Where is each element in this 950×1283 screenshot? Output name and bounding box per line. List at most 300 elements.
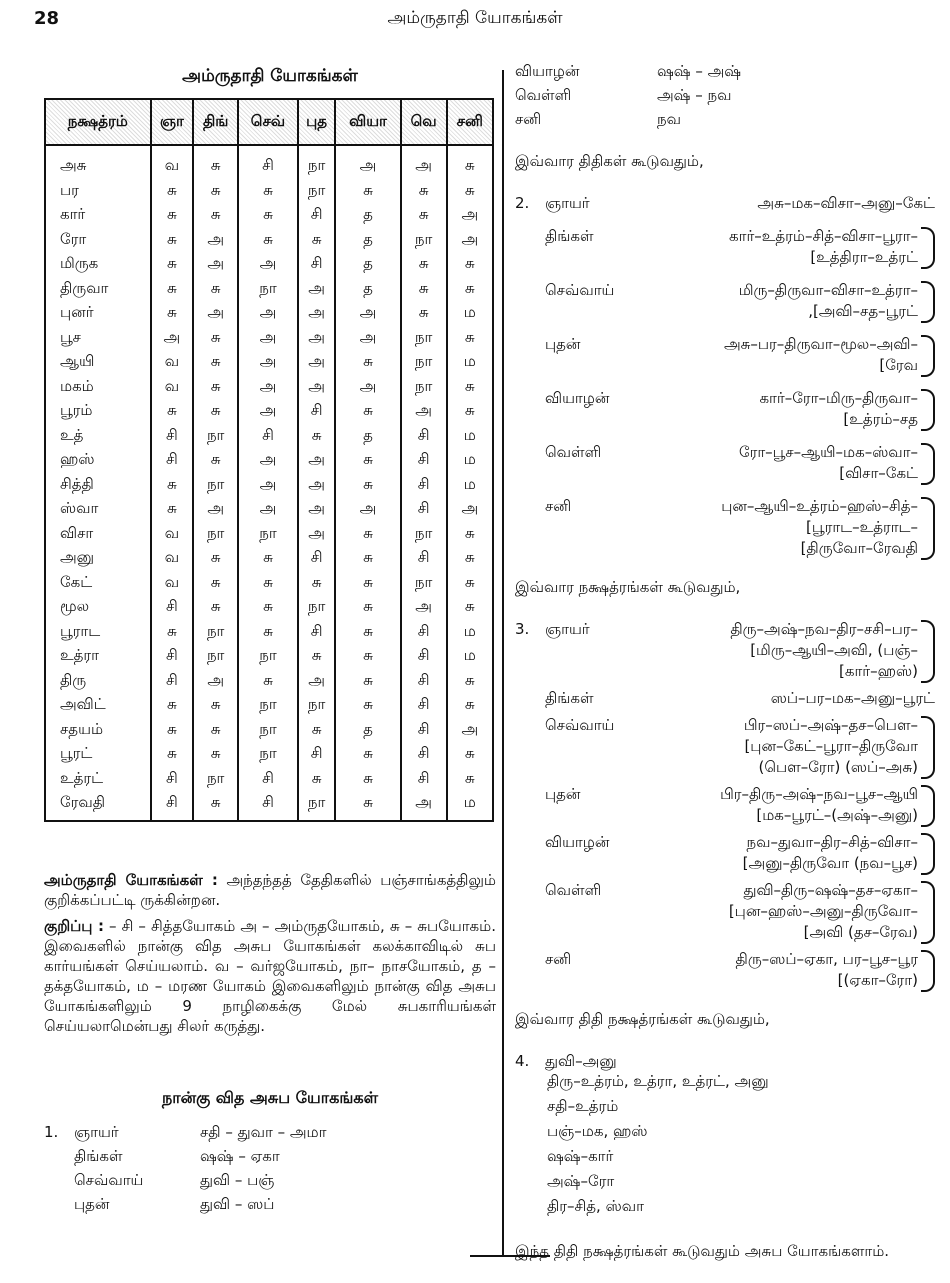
yoga-cell: சு (151, 742, 194, 767)
table-row (45, 350, 493, 375)
yoga-cell: சு (238, 571, 298, 596)
yoga-cell: சு (151, 620, 194, 645)
yoga-cell: சி (238, 424, 298, 449)
yoga-cell: சு (447, 767, 493, 792)
day-label: சனி (545, 497, 572, 515)
yoga-cell: அ (238, 399, 298, 424)
nakshatra-cell: உத் (45, 424, 151, 449)
day-label: வியாழன் (545, 833, 610, 851)
yoga-cell: அ (193, 497, 238, 522)
entry-line: [அவி (தச–ரேவ) (803, 923, 918, 941)
yoga-cell: சு (401, 179, 447, 204)
entry-values (657, 227, 935, 269)
yoga-cell: அ (238, 252, 298, 277)
yoga-cell: ம (447, 644, 493, 669)
yoga-cell: சு (335, 448, 400, 473)
yoga-cell: சு (447, 595, 493, 620)
table-row (45, 424, 493, 449)
nakshatra-cell: பர (45, 179, 151, 204)
yoga-cell: சு (238, 546, 298, 571)
table-row (45, 375, 493, 400)
nakshatra-cell: புனர் (45, 301, 151, 326)
day-label: வியாழன் (545, 389, 610, 407)
brace-mark (921, 281, 935, 323)
running-head: அம்ருதாதி யோகங்கள் (387, 8, 563, 28)
yoga-cell: சு (193, 277, 238, 302)
note-1-label: அம்ருதாதி யோகங்கள் : (44, 870, 218, 889)
table-row (45, 791, 493, 821)
yoga-cell: சு (447, 546, 493, 571)
entry-line: [உத்ரம்–சத (843, 410, 918, 428)
list-item: துவி–அனு (545, 1052, 617, 1070)
day-label: புதன் (74, 1194, 110, 1213)
entry-values (657, 833, 935, 875)
entry-line: துவி–திரு–ஷஷ்–தச–ஏகா– (743, 881, 918, 899)
section-number: 1. (44, 1122, 59, 1141)
day-label: வியாழன் (515, 62, 580, 80)
list-item: திர–சித், ஸ்வா (547, 1197, 644, 1215)
section-4 (515, 1052, 935, 1222)
yoga-cell: சு (447, 669, 493, 694)
yoga-cell: சு (401, 252, 447, 277)
entry-line: [அனு–திருவோ (நவ–பூச) (742, 854, 918, 872)
entry-line: [உத்திரா–உத்ரட் (810, 248, 918, 266)
yoga-cell: த (335, 718, 400, 743)
heading-tithi-nakshatra: இவ்வார திதி நக்ஷத்ரங்கள் கூடுவதும், (515, 1010, 770, 1028)
entry-lines (657, 194, 935, 215)
nakshatra-cell: பூரம் (45, 399, 151, 424)
yoga-cell: சி (151, 767, 194, 792)
yoga-cell: சு (447, 326, 493, 351)
yoga-cell: சு (401, 277, 447, 302)
yoga-cell: சு (298, 424, 336, 449)
entry-values (657, 785, 935, 827)
note-paragraph-2 (44, 916, 496, 1036)
nakshatra-cell: கார் (45, 203, 151, 228)
table-row (45, 767, 493, 792)
table-row (45, 595, 493, 620)
yoga-cell: சு (335, 693, 400, 718)
entry-values (657, 443, 935, 485)
entry-line: பிர–ஸப்–அஷ்–தச–பௌ– (743, 716, 918, 734)
yoga-cell: த (335, 228, 400, 253)
yoga-cell: ம (447, 350, 493, 375)
entry-line: [மக–பூரட்–(அஷ்–அனு) (756, 806, 918, 824)
entry-line: புன–ஆயி–உத்ரம்–ஹஸ்–சித்– (721, 497, 918, 515)
yoga-cell: சு (335, 571, 400, 596)
yoga-cell: நா (298, 595, 336, 620)
yoga-cell: சு (335, 791, 400, 821)
yoga-cell: சு (298, 644, 336, 669)
yoga-cell: சு (335, 546, 400, 571)
entry-lines (657, 833, 918, 875)
section-2 (515, 194, 935, 560)
brace-mark (921, 389, 935, 431)
entry-line: [திருவோ–ரேவதி (800, 539, 918, 557)
yoga-cell: வ (151, 546, 194, 571)
yoga-cell: சு (447, 693, 493, 718)
nakshatra-cell: மூல (45, 595, 151, 620)
section-number (44, 1195, 74, 1219)
yoga-cell: அ (335, 145, 400, 179)
yoga-cell: சி (401, 767, 447, 792)
brace-mark (921, 716, 935, 779)
entry-line: [பூராட–உத்ராட– (806, 518, 918, 536)
day-value: சதி – துவா – அமா (200, 1122, 327, 1141)
right-column (515, 62, 935, 1261)
day-label: புதன் (545, 785, 581, 803)
yoga-cell: அ (193, 252, 238, 277)
yoga-cell: சு (335, 522, 400, 547)
entry-line: கார்–ரோ–மிரு–திருவா– (759, 389, 918, 407)
column-header: புத (298, 99, 336, 145)
day-label: திங்கள் (545, 227, 594, 245)
yoga-cell: சு (335, 669, 400, 694)
entry-line: ரோ–பூச–ஆயி–மக–ஸ்வா– (738, 443, 918, 461)
list-item: அஷ்–ரோ (547, 1172, 615, 1190)
yoga-cell: சு (151, 693, 194, 718)
yoga-cell: அ (193, 301, 238, 326)
yoga-cell: சு (335, 595, 400, 620)
yoga-cell: நா (401, 326, 447, 351)
section-1-continued (515, 62, 935, 134)
day-row (44, 1171, 496, 1195)
yoga-cell: சு (447, 522, 493, 547)
table-row (45, 571, 493, 596)
day-entry (515, 194, 935, 215)
yoga-cell: அ (238, 448, 298, 473)
yoga-cell: சு (298, 228, 336, 253)
section-number: 3. (515, 620, 530, 638)
table-row (45, 277, 493, 302)
nakshatra-cell: கேட் (45, 571, 151, 596)
yoga-cell: நா (401, 350, 447, 375)
table-row (45, 497, 493, 522)
table-row (45, 228, 493, 253)
yoga-cell: த (335, 277, 400, 302)
entry-lines (657, 443, 918, 485)
table-row (45, 620, 493, 645)
day-label: வெள்ளி (515, 86, 572, 104)
yoga-cell: அ (401, 399, 447, 424)
nakshatra-cell: திரு (45, 669, 151, 694)
section-number (44, 1171, 74, 1195)
yoga-cell: சி (298, 203, 336, 228)
yoga-cell: அ (447, 497, 493, 522)
yoga-cell: சு (151, 497, 194, 522)
brace-mark (921, 335, 935, 377)
yoga-cell: சு (151, 228, 194, 253)
column-divider (502, 70, 504, 1255)
column-header: வெ (401, 99, 447, 145)
entry-values (657, 194, 935, 215)
yoga-cell: சி (401, 718, 447, 743)
entry-line: [விசா–கேட் (839, 464, 918, 482)
yoga-cell: சு (151, 399, 194, 424)
day-label: சனி (515, 110, 542, 128)
yoga-cell: நா (193, 644, 238, 669)
table-row (45, 522, 493, 547)
table-row (45, 145, 493, 179)
day-label: வெள்ளி (545, 443, 602, 461)
yoga-cell: சு (151, 203, 194, 228)
day-label: சனி (545, 950, 572, 968)
list-first-row (515, 1052, 935, 1072)
table-row (45, 179, 493, 204)
entry-line: அசு–மக–விசா–அனு–கேட் (757, 194, 935, 212)
yoga-cell: சு (335, 644, 400, 669)
entry-line: அசு–பர–திருவா–மூல–அவி– (723, 335, 918, 353)
entry-line: நவ–துவா–திர–சித்–விசா– (746, 833, 918, 851)
entry-values (657, 689, 935, 710)
yoga-cell: சி (151, 595, 194, 620)
yoga-cell: சி (151, 448, 194, 473)
entry-lines (657, 716, 918, 779)
brace-mark (921, 785, 935, 827)
section-3 (515, 620, 935, 992)
yoga-cell: சு (193, 546, 238, 571)
yoga-cell: சு (447, 742, 493, 767)
day-label: திங்கள் (545, 689, 594, 707)
yoga-cell: அ (238, 473, 298, 498)
day-entry (515, 443, 935, 485)
day-value: நவ (657, 110, 681, 128)
yoga-cell: அ (298, 497, 336, 522)
nakshatra-cell: சதயம் (45, 718, 151, 743)
list-item: சதி–உத்ரம் (547, 1097, 619, 1115)
nakshatra-cell: மகம் (45, 375, 151, 400)
yoga-cell: சி (401, 693, 447, 718)
yoga-cell: நா (193, 620, 238, 645)
day-entry (515, 335, 935, 377)
yoga-cell: சி (401, 448, 447, 473)
entry-lines (657, 227, 918, 269)
yoga-cell: அ (238, 350, 298, 375)
day-entry (515, 497, 935, 560)
yoga-cell: சி (401, 497, 447, 522)
table-row (45, 669, 493, 694)
yoga-cell: சி (238, 791, 298, 821)
yoga-cell: நா (193, 767, 238, 792)
day-value: துவி – பஞ் (200, 1170, 275, 1189)
yoga-cell: சி (401, 620, 447, 645)
yoga-cell: வ (151, 145, 194, 179)
nakshatra-cell: பூச (45, 326, 151, 351)
yoga-cell: சி (298, 399, 336, 424)
yoga-cell: சு (335, 399, 400, 424)
yoga-cell: அ (298, 277, 336, 302)
brace-mark (921, 950, 935, 992)
note-paragraph-1 (44, 870, 496, 910)
yoga-cell: ம (447, 301, 493, 326)
yoga-cell: சு (193, 326, 238, 351)
list-item: பஞ்–மக, ஹஸ் (547, 1122, 648, 1140)
yoga-cell: சி (401, 424, 447, 449)
nakshatra-cell: ஹஸ் (45, 448, 151, 473)
day-entry (515, 689, 935, 710)
yoga-cell: அ (298, 301, 336, 326)
entry-line: மிரு–திருவா–விசா–உத்ரா– (738, 281, 918, 299)
yoga-cell: சு (335, 742, 400, 767)
yoga-cell: அ (238, 375, 298, 400)
note-2-text: – சி – சித்தயோகம் அ – அம்ருதயோகம், சு – சுபயோகம். இவைகளில் நான்கு வித அசுப யோகங்கள் கலக்காவிடில் சுப கார்யங்கள் செய்யலாம். வ – வர்ஜயோகம், நா– நாசயோகம், த – தக்தயோகம், ம – மரண யோகம் இவைகளிலும் நான்கு வித அசுப யோகங்களிலும் 9 நாழிகைக்கு மேல் சுபகாரியங்கள் செய்யலாமென்பது சிலர் கருத்து. (44, 916, 496, 1035)
day-label: புதன் (545, 335, 581, 353)
yoga-cell: சி (401, 644, 447, 669)
yoga-cell: அ (401, 145, 447, 179)
yoga-cell: சு (151, 179, 194, 204)
day-entry (515, 950, 935, 992)
day-value: அஷ் – நவ (657, 86, 732, 104)
yoga-cell: அ (238, 301, 298, 326)
yoga-cell: வ (151, 571, 194, 596)
yoga-cell: ம (447, 448, 493, 473)
yoga-cell: சி (401, 669, 447, 694)
heading-nakshatra: இவ்வார நக்ஷத்ரங்கள் கூடுவதும், (515, 578, 741, 596)
yoga-cell: நா (401, 375, 447, 400)
yoga-cell: சி (151, 669, 194, 694)
yoga-cell: சு (335, 473, 400, 498)
day-entry (515, 833, 935, 875)
day-label: ஞாயர் (545, 620, 590, 638)
yoga-cell: சு (238, 595, 298, 620)
yoga-cell: நா (298, 791, 336, 821)
yoga-cell: சு (238, 620, 298, 645)
section-number: 2. (515, 194, 530, 212)
yoga-cell: சு (447, 145, 493, 179)
day-value: துவி – ஸப் (200, 1194, 275, 1213)
yoga-cell: சு (447, 399, 493, 424)
table-header-row (45, 99, 493, 145)
yoga-cell: சு (193, 693, 238, 718)
yoga-cell: சி (401, 473, 447, 498)
day-row (515, 86, 935, 110)
heading-tithi: இவ்வார திதிகள் கூடுவதும், (515, 152, 704, 170)
left-column (44, 62, 496, 1219)
yoga-cell: அ (298, 326, 336, 351)
entry-line: [கார்–ஹஸ்) (839, 662, 918, 680)
yoga-cell: சு (447, 179, 493, 204)
yoga-cell: நா (298, 145, 336, 179)
entry-values (657, 389, 935, 431)
note-1-text: அந்தந்தத் தேதிகளில் பஞ்சாங்கத்திலும் குறிக்கப்பட்டி ருக்கின்றன. (44, 870, 496, 909)
yoga-cell: நா (298, 179, 336, 204)
yoga-cell: ம (447, 424, 493, 449)
yoga-cell: அ (335, 301, 400, 326)
yoga-cell: சு (151, 473, 194, 498)
day-label: செவ்வாய் (545, 281, 615, 299)
yoga-cell: த (335, 252, 400, 277)
yoga-cell: அ (335, 497, 400, 522)
list-item: ஷஷ்–கார் (547, 1147, 614, 1165)
yoga-cell: சு (335, 179, 400, 204)
day-entry (515, 716, 935, 779)
entry-values (657, 881, 935, 944)
table-title: அம்ருதாதி யோகங்கள் (182, 66, 358, 86)
entry-line: [ரேவ (879, 356, 918, 374)
yoga-cell: சு (238, 179, 298, 204)
entry-lines (657, 335, 918, 377)
yoga-cell: நா (401, 522, 447, 547)
yoga-cell: சு (401, 301, 447, 326)
day-row (44, 1147, 496, 1171)
brace-mark (921, 620, 935, 683)
yoga-cell: அ (151, 326, 194, 351)
yoga-cell: அ (298, 522, 336, 547)
yoga-cell: சு (447, 252, 493, 277)
yoga-cell: நா (298, 693, 336, 718)
yoga-cell: அ (298, 448, 336, 473)
entry-values (657, 950, 935, 992)
yoga-cell: த (335, 424, 400, 449)
yoga-cell: சி (401, 546, 447, 571)
entry-lines (657, 620, 918, 683)
brace-mark (921, 497, 935, 560)
nakshatra-cell: ஆயி (45, 350, 151, 375)
yoga-cell: சு (238, 228, 298, 253)
nakshatra-cell: விசா (45, 522, 151, 547)
yoga-cell: ம (447, 791, 493, 821)
yoga-cell: சு (193, 375, 238, 400)
amrutadi-yoga-table (44, 98, 494, 822)
day-entry (515, 389, 935, 431)
yoga-cell: சு (193, 179, 238, 204)
yoga-cell: வ (151, 522, 194, 547)
table-row (45, 473, 493, 498)
yoga-cell: சி (298, 546, 336, 571)
yoga-cell: சு (151, 301, 194, 326)
column-header: ஞா (151, 99, 194, 145)
yoga-cell: நா (238, 277, 298, 302)
yoga-cell: நா (238, 742, 298, 767)
yoga-cell: சு (335, 620, 400, 645)
day-row (515, 110, 935, 134)
yoga-cell: வ (151, 350, 194, 375)
yoga-cell: நா (238, 644, 298, 669)
yoga-cell: அ (447, 228, 493, 253)
nakshatra-cell: பூராட (45, 620, 151, 645)
four-types-title: நான்கு வித அசுப யோகங்கள் (161, 1087, 379, 1107)
day-label: திங்கள் (74, 1146, 123, 1165)
yoga-cell: சு (193, 399, 238, 424)
entry-line: ஸப்–பர–மக–அனு–பூரட் (770, 689, 935, 707)
yoga-cell: அ (193, 669, 238, 694)
yoga-cell: சு (298, 767, 336, 792)
day-row (44, 1195, 496, 1219)
day-label: செவ்வாய் (74, 1170, 144, 1189)
nakshatra-cell: சித்தி (45, 473, 151, 498)
entry-lines (657, 389, 918, 431)
day-entry (515, 227, 935, 269)
nakshatra-cell: அனு (45, 546, 151, 571)
yoga-cell: சு (238, 669, 298, 694)
yoga-cell: சு (238, 203, 298, 228)
yoga-cell: அ (298, 473, 336, 498)
nakshatra-cell: அசு (45, 145, 151, 179)
yoga-cell: அ (447, 718, 493, 743)
yoga-cell: ம (447, 620, 493, 645)
day-entry (515, 620, 935, 683)
yoga-cell: சு (298, 571, 336, 596)
entry-line: [புன–ஹஸ்–அனு–திருவோ– (728, 902, 918, 920)
day-entry (515, 881, 935, 944)
yoga-cell: சு (193, 791, 238, 821)
nakshatra-cell: பூரட் (45, 742, 151, 767)
nakshatra-cell: அவிட் (45, 693, 151, 718)
yoga-cell: வ (151, 375, 194, 400)
yoga-cell: நா (193, 522, 238, 547)
yoga-cell: சு (447, 571, 493, 596)
column-header: சனி (447, 99, 493, 145)
